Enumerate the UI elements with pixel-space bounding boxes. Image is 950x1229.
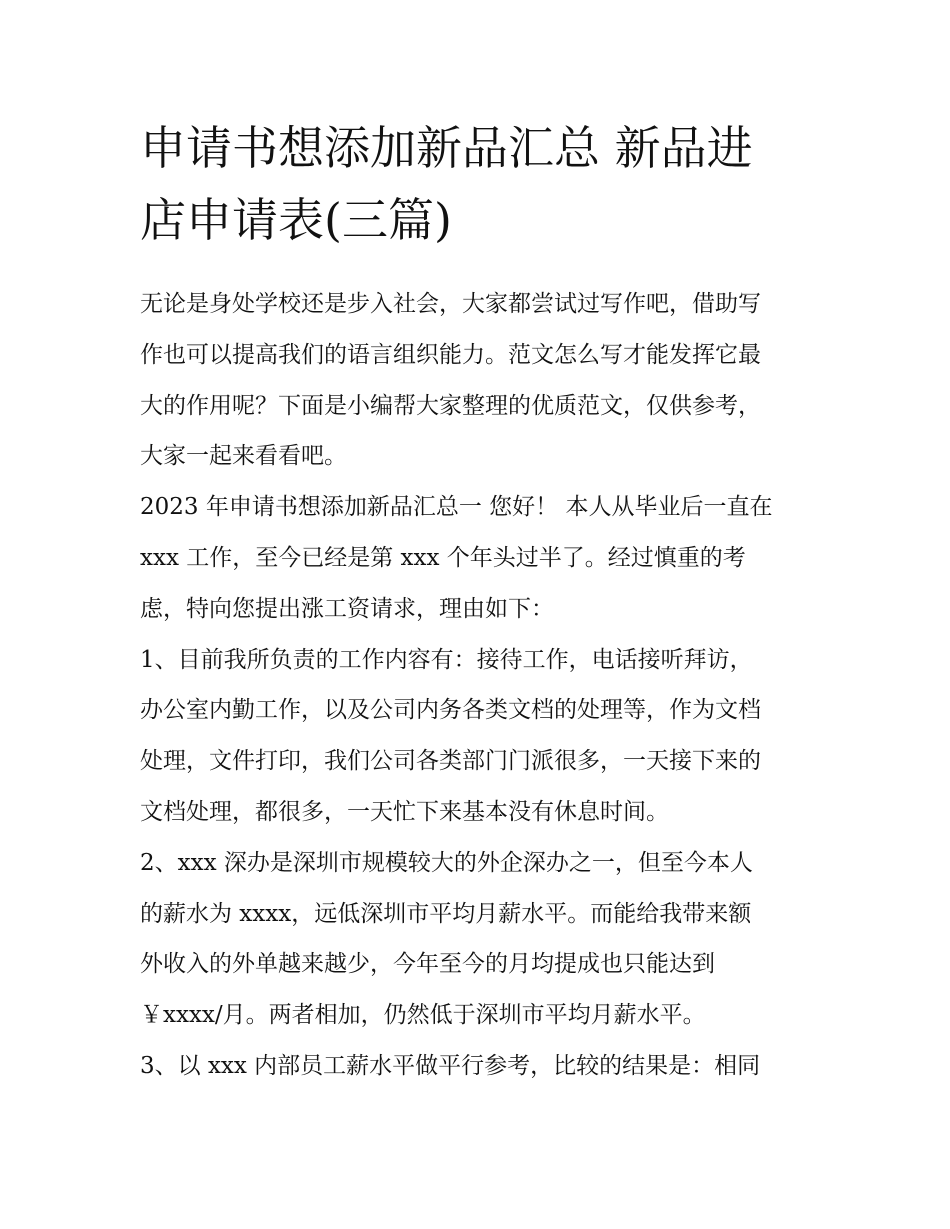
title-line-2: 店申请表(三篇) [140, 193, 452, 247]
body-line: 虑，特向您提出涨工资请求，理由如下： [140, 595, 554, 622]
body-line: 大家一起来看看吧。 [140, 443, 347, 470]
body-line: 2、xxx 深办是深圳市规模较大的外企深办之一，但至今本人 [140, 849, 753, 876]
document-body [140, 279, 820, 1092]
body-line: 3、以 xxx 内部员工薪水平做平行参考，比较的结果是：相同 [140, 1052, 761, 1079]
body-line: 1、目前我所负责的工作内容有：接待工作，电话接听拜访， [140, 646, 753, 673]
body-line: 作也可以提高我们的语言组织能力。范文怎么写才能发挥它最 [140, 341, 761, 368]
body-line: 文档处理，都很多，一天忙下来基本没有休息时间。 [140, 798, 669, 825]
body-line: xxx 工作，至今已经是第 xxx 个年头过半了。经过慎重的考 [140, 544, 746, 571]
body-line: ￥xxxx/月。两者相加，仍然低于深圳市平均月薪水平。 [140, 1002, 706, 1029]
body-line: 外收入的外单越来越少，今年至今的月均提成也只能达到 [140, 951, 715, 978]
body-line: 办公室内勤工作，以及公司内务各类文档的处理等，作为文档 [140, 697, 761, 724]
body-line: 大的作用呢？下面是小编帮大家整理的优质范文，仅供参考， [140, 392, 761, 419]
body-line: 的薪水为 xxxx，远低深圳市平均月薪水平。而能给我带来额 [140, 900, 752, 927]
title-line-1: 申请书想添加新品汇总 新品进 [140, 121, 753, 175]
body-line: 处理，文件打印，我们公司各类部门门派很多，一天接下来的 [140, 748, 761, 775]
body-line: 2023 年申请书想添加新品汇总一 您好！ 本人从毕业后一直在 [140, 494, 773, 521]
document-title [140, 112, 820, 256]
body-line: 无论是身处学校还是步入社会，大家都尝试过写作吧，借助写 [140, 291, 761, 317]
